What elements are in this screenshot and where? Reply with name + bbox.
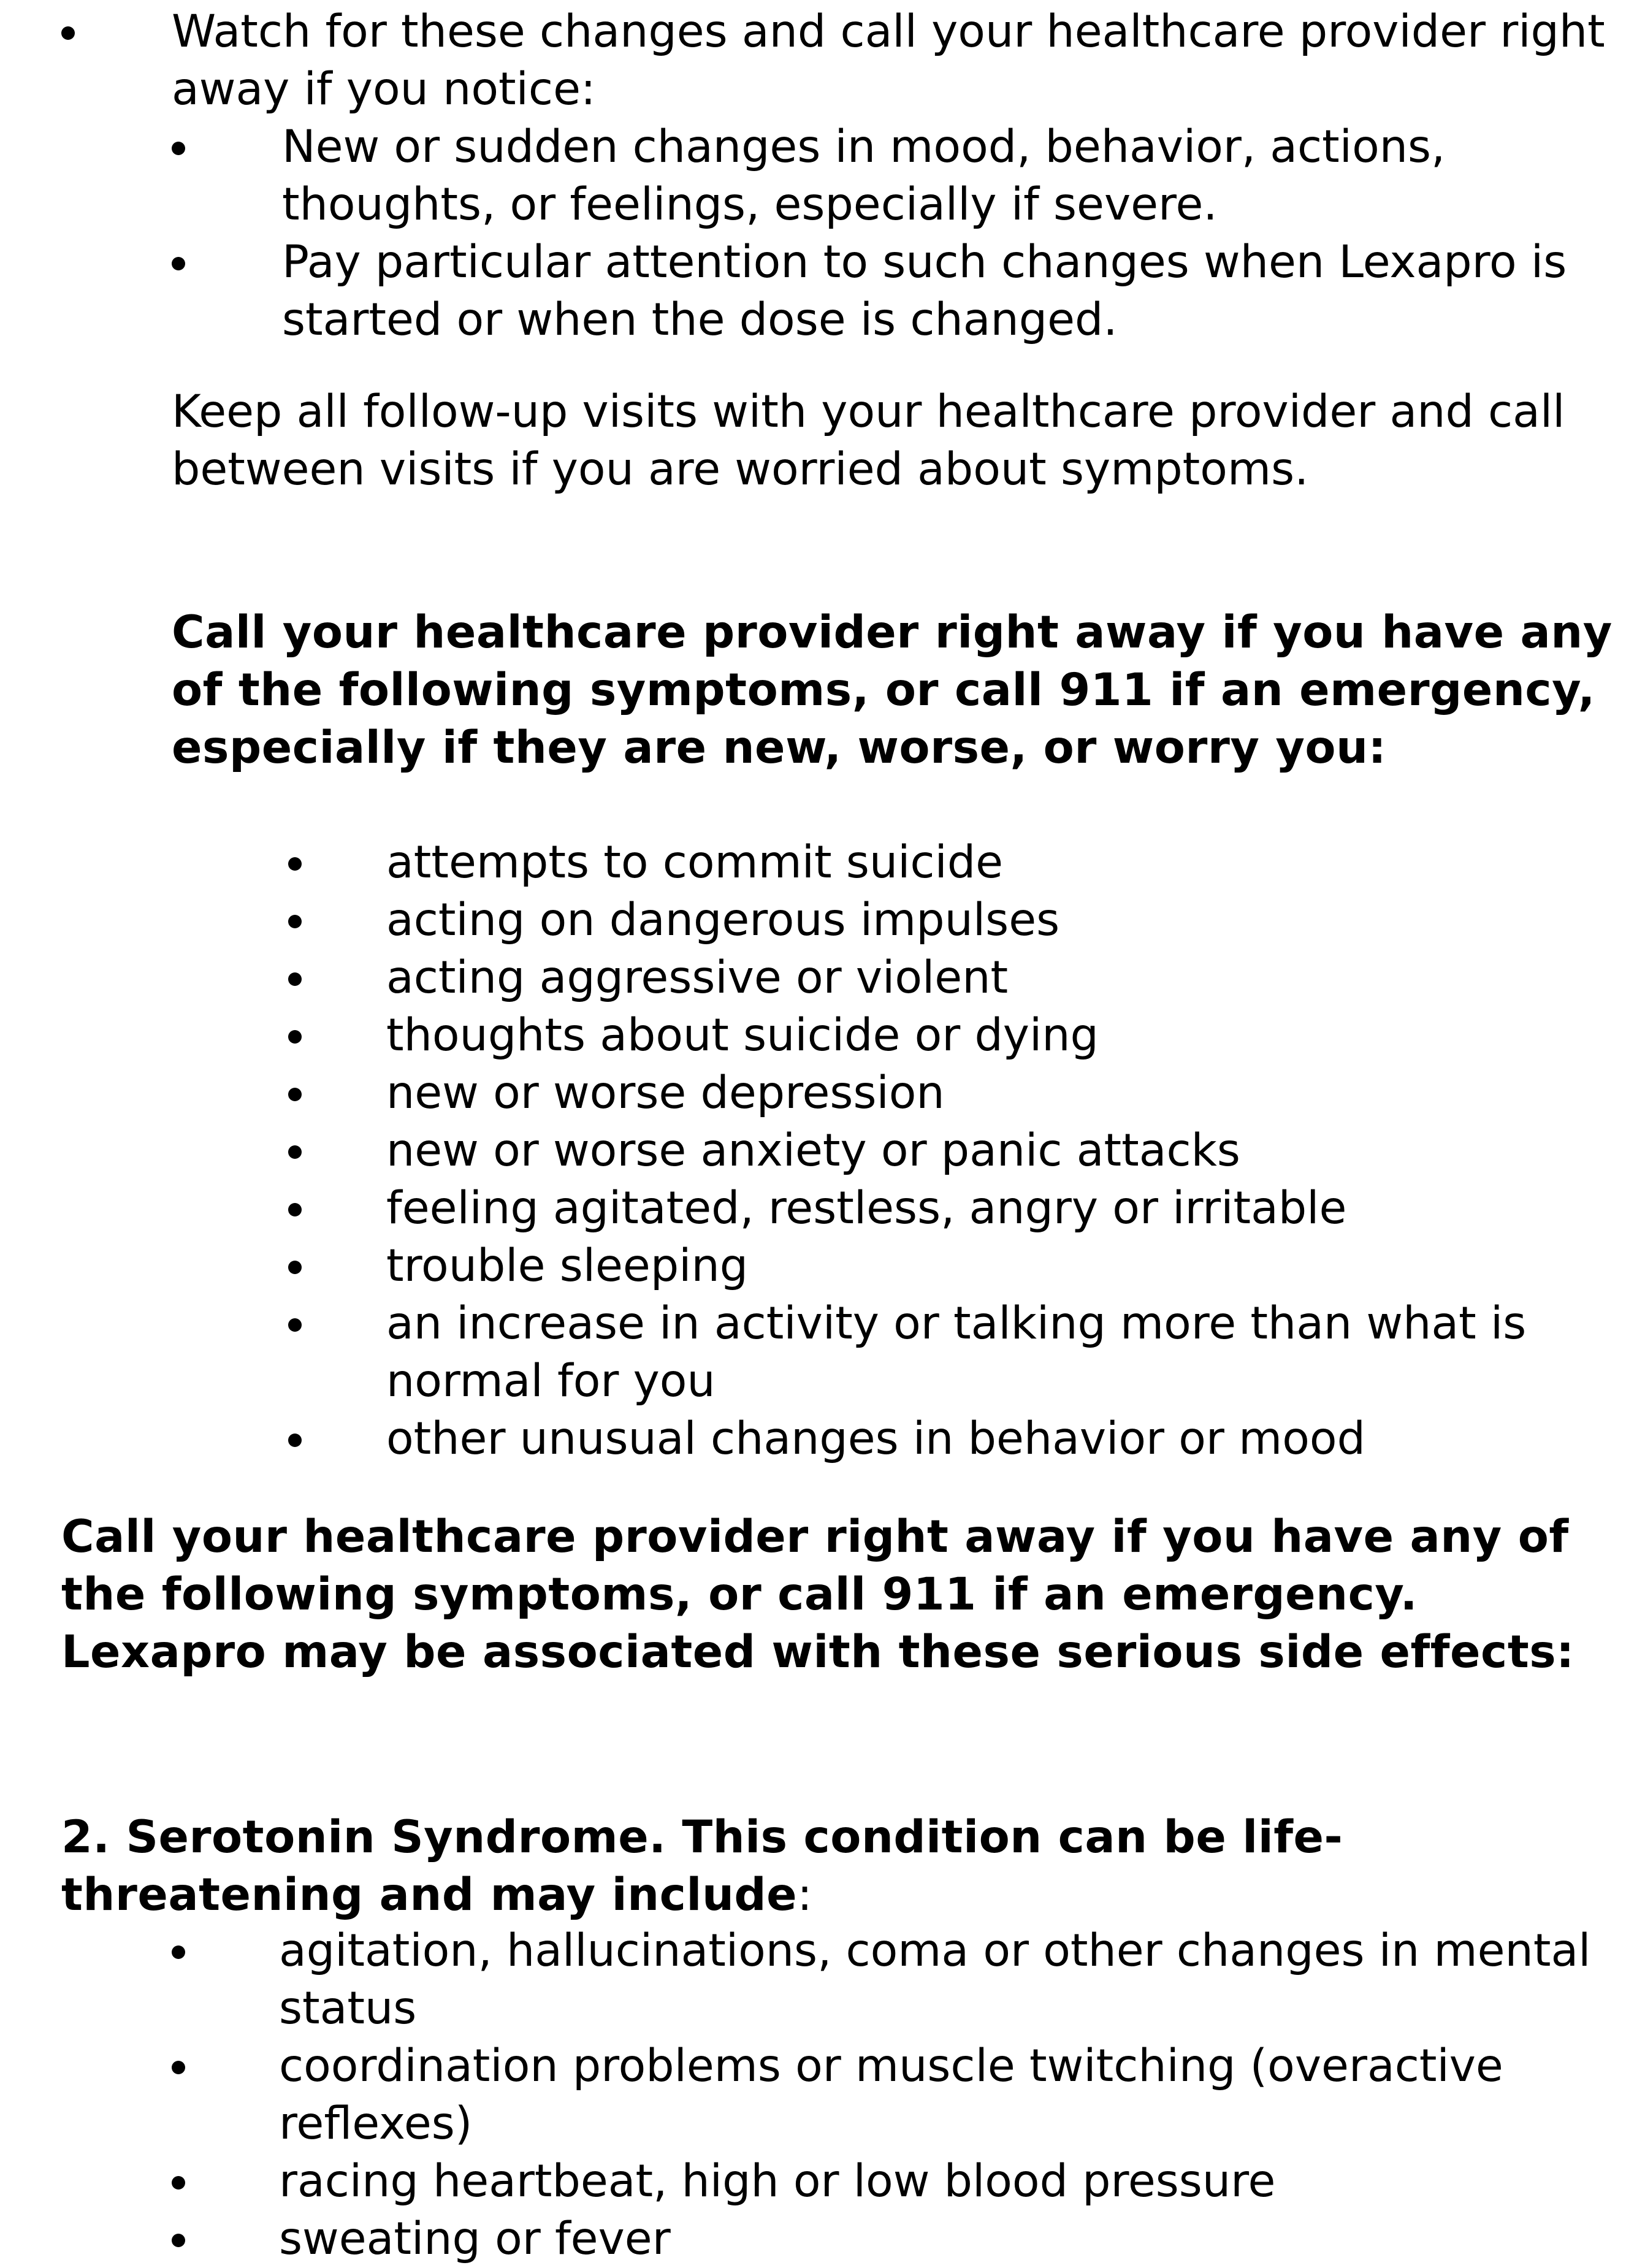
- bullet-icon: [172, 1945, 185, 1959]
- watch-intro: Watch for these changes and call your healthcare provider right away if you notice:: [172, 6, 1605, 115]
- list-item: [61, 1922, 1631, 2037]
- list-item: [172, 1180, 1619, 1237]
- followup-paragraph: Keep all follow-up visits with your healthcare provider and call between visits if you are worried about symptoms.: [172, 386, 1565, 495]
- list-item: [172, 834, 1619, 892]
- list-item: [172, 1064, 1619, 1122]
- bullet-icon: [288, 1261, 302, 1274]
- list-item: [172, 949, 1619, 1007]
- bullet-icon: [172, 2176, 185, 2190]
- watch-item: Pay particular attention to such changes when Lexapro is started or when the dose is changed.: [282, 236, 1567, 346]
- serotonin-heading-bold: 2. Serotonin Syndrome. This condition can be life-threatening and may include: [61, 1811, 1343, 1921]
- serotonin-list: [61, 1922, 1631, 2268]
- list-item: [172, 1007, 1619, 1064]
- list-item: [172, 892, 1619, 949]
- bullet-icon: [288, 1145, 302, 1159]
- symptom-text: thoughts about suicide or dying: [386, 1009, 1099, 1061]
- bullet-icon: [288, 1318, 302, 1332]
- bullet-icon: [172, 2061, 185, 2074]
- symptom-text: other unusual changes in behavior or mood: [386, 1413, 1365, 1465]
- list-item: [172, 1410, 1619, 1468]
- bullet-icon: [172, 142, 185, 155]
- call-heading-2: Call your healthcare provider right away if you have any of the following symptoms, or call 911 if an emergency. Lexapro may be associated with these serious side effects:: [61, 1511, 1574, 1678]
- bullet-icon: [288, 972, 302, 986]
- symptom-text: trouble sleeping: [386, 1240, 749, 1292]
- serotonin-heading-colon: :: [797, 1869, 812, 1921]
- symptom-text: new or worse anxiety or panic attacks: [386, 1124, 1240, 1177]
- watch-sublist: [172, 118, 1631, 349]
- symptom-text: feeling agitated, restless, angry or irritable: [386, 1182, 1347, 1234]
- list-item: [61, 2153, 1631, 2210]
- symptom-list: [172, 834, 1619, 1468]
- bullet-icon: [172, 2234, 185, 2247]
- serotonin-heading: [61, 1809, 1631, 1924]
- serotonin-item: agitation, hallucinations, coma or other changes in mental status: [279, 1925, 1591, 2034]
- symptom-text: acting aggressive or violent: [386, 952, 1009, 1004]
- list-item: [61, 2037, 1631, 2153]
- list-item: [61, 3, 1631, 349]
- serotonin-item: racing heartbeat, high or low blood pressure: [279, 2155, 1276, 2207]
- bullet-icon: [288, 1203, 302, 1216]
- call-heading-1: Call your healthcare provider right away if you have any of the following symptoms, or call 911 if an emergency, especially if they are new, worse, or worry you:: [172, 606, 1613, 774]
- list-item: [61, 2210, 1631, 2268]
- bullet-icon: [288, 915, 302, 928]
- serotonin-item: sweating or fever: [279, 2213, 671, 2265]
- bullet-icon: [172, 257, 185, 270]
- list-item: [172, 1122, 1619, 1180]
- list-item: [172, 1295, 1619, 1410]
- serotonin-item: coordination problems or muscle twitching (overactive reflexes): [279, 2040, 1503, 2150]
- list-item: [172, 118, 1631, 234]
- symptom-text: an increase in activity or talking more than what is normal for you: [386, 1297, 1527, 1407]
- watch-item: New or sudden changes in mood, behavior, actions, thoughts, or feelings, especially if severe.: [282, 121, 1446, 231]
- symptom-text: new or worse depression: [386, 1067, 945, 1119]
- list-item: [172, 234, 1631, 349]
- bullet-icon: [288, 857, 302, 871]
- symptom-text: acting on dangerous impulses: [386, 894, 1060, 946]
- bullet-icon: [288, 1434, 302, 1447]
- bullet-icon: [288, 1088, 302, 1101]
- symptom-text: attempts to commit suicide: [386, 836, 1004, 888]
- list-item: [172, 1237, 1619, 1295]
- bullet-icon: [61, 26, 75, 40]
- watch-list: [61, 3, 1631, 349]
- bullet-icon: [288, 1030, 302, 1044]
